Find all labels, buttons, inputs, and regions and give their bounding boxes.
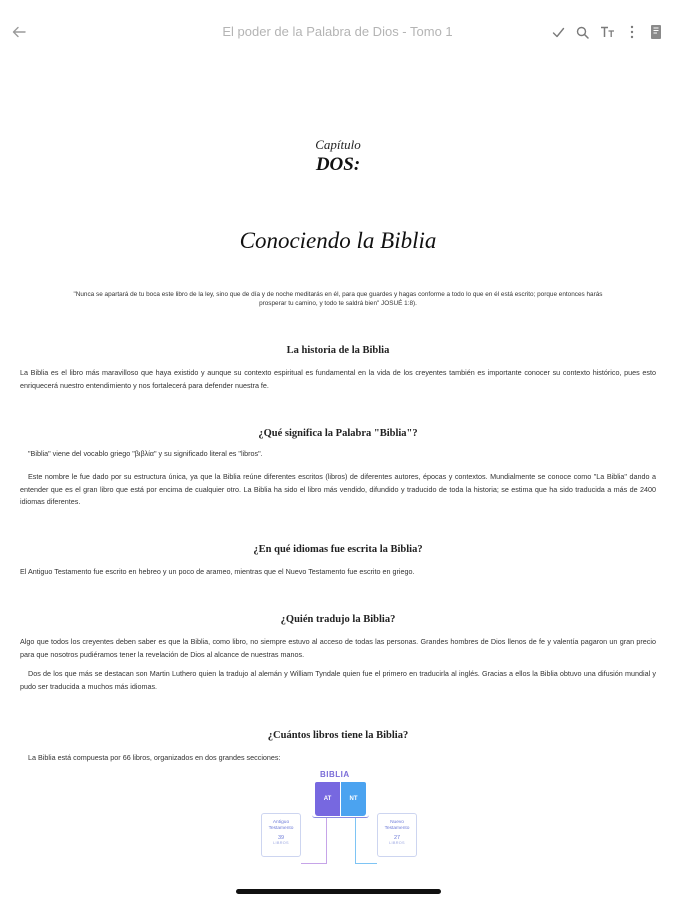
paragraph-significa-2: Este nombre le fue dado por su estructura única, ya que la Biblia reúne diferentes escritos (libros) de diferentes autores, épocas y contextos. Mundialmente se conoce como "La Biblia" dando a entender que es el gran libro que está por encima de cualquier otro. La Biblia ha sido el libro más vendido, difundido y traducido de toda la historia; se estima que ha sido traducida a más de 2400 idiomas diferentes. (20, 472, 656, 506)
chapter-label: Capítulo (315, 137, 361, 152)
bible-structure-diagram (256, 768, 426, 878)
connector-left-vertical (326, 818, 327, 864)
paragraph-historia: La Biblia es el libro más maravilloso que haya existido y aunque su contexto espiritual es fundamental en la vida de los creyentes también es importante conocer su contexto histórico, pues esto enriquecerá nuestro entendimiento y nos fortalecerá para defender nuestra fe. (20, 368, 656, 390)
section-heading-idiomas: ¿En qué idiomas fue escrita la Biblia? (253, 544, 423, 555)
connector-left (301, 826, 327, 864)
paragraph-tradujo-2: Dos de los que más se destacan son Martin Luthero quien la tradujo al alemán y William Tyndale quien fue el primero en traducirla al inglés. Gracias a ellos la Biblia obtuvo una difusión mundial y pudo ser traducida a muchos más idiomas. (20, 669, 656, 691)
new-testament-name: Nuevo Testamento (384, 820, 410, 831)
section-heading-historia: La historia de la Biblia (286, 345, 390, 356)
more-icon[interactable] (622, 22, 642, 42)
old-testament-unit: LIBROS (273, 841, 289, 845)
section-heading-cuantos: ¿Cuántos libros tiene la Biblia? (267, 730, 409, 741)
nt-label: NT (349, 796, 358, 802)
connector-right (355, 826, 377, 864)
new-testament-unit: LIBROS (389, 841, 405, 845)
back-arrow-icon[interactable] (8, 22, 30, 42)
section-heading-significa: ¿Qué significa la Palabra "Biblia"? (258, 428, 418, 439)
old-testament-count: 39 (277, 835, 285, 841)
section-heading-tradujo: ¿Quién tradujo la Biblia? (280, 614, 396, 625)
new-testament-count: 27 (393, 835, 401, 841)
bookmark-icon[interactable] (646, 22, 666, 42)
book-title: El poder de la Palabra de Dios - Tomo 1 (222, 24, 453, 39)
book-base-line (312, 815, 369, 818)
paragraph-significa-1: "Biblia" viene del vocablo griego "βιβλία" y su significado literal es "libros". (28, 449, 263, 458)
chapter-title: Conociendo la Biblia (239, 228, 437, 253)
paragraph-idiomas: El Antiguo Testamento fue escrito en hebreo y un poco de arameo, mientras que el Nuevo Testamento fue escrito en griego. (20, 567, 415, 576)
reader-toolbar (0, 0, 675, 62)
old-testament-box (261, 813, 301, 857)
old-testament-book (315, 782, 340, 816)
new-testament-box (377, 813, 417, 857)
home-indicator[interactable] (236, 889, 441, 894)
checkmark-icon[interactable] (548, 22, 568, 42)
paragraph-cuantos: La Biblia está compuesta por 66 libros, organizados en dos grandes secciones: (28, 753, 281, 762)
old-testament-name: Antiguo Testamento (268, 820, 294, 831)
text-size-icon[interactable] (597, 22, 617, 42)
paragraph-tradujo-1: Algo que todos los creyentes deben saber es que la Biblia, como libro, no siempre estuvo al acceso de todas las personas. Grandes hombres de Dios llenos de fe y valentía pagaron un gran precio para que nosotros pudiéramos tener la revelación de Dios al alcance de nuestras manos. (20, 637, 656, 659)
chapter-number: DOS: (315, 154, 361, 175)
diagram-title: BIBLIA (320, 770, 350, 779)
new-testament-book (341, 782, 366, 816)
reader-page (20, 62, 656, 892)
search-icon[interactable] (572, 22, 592, 42)
at-label: AT (323, 796, 332, 802)
chapter-epigraph: "Nunca se apartará de tu boca este libro de la ley, sino que de día y de noche meditarás en él, para que guardes y hagas conforme a todo lo que en él está escrito; porque entonces harás prosperar tu camino, y todo te saldrá bien" JOSUÉ 1:8). (73, 291, 603, 307)
